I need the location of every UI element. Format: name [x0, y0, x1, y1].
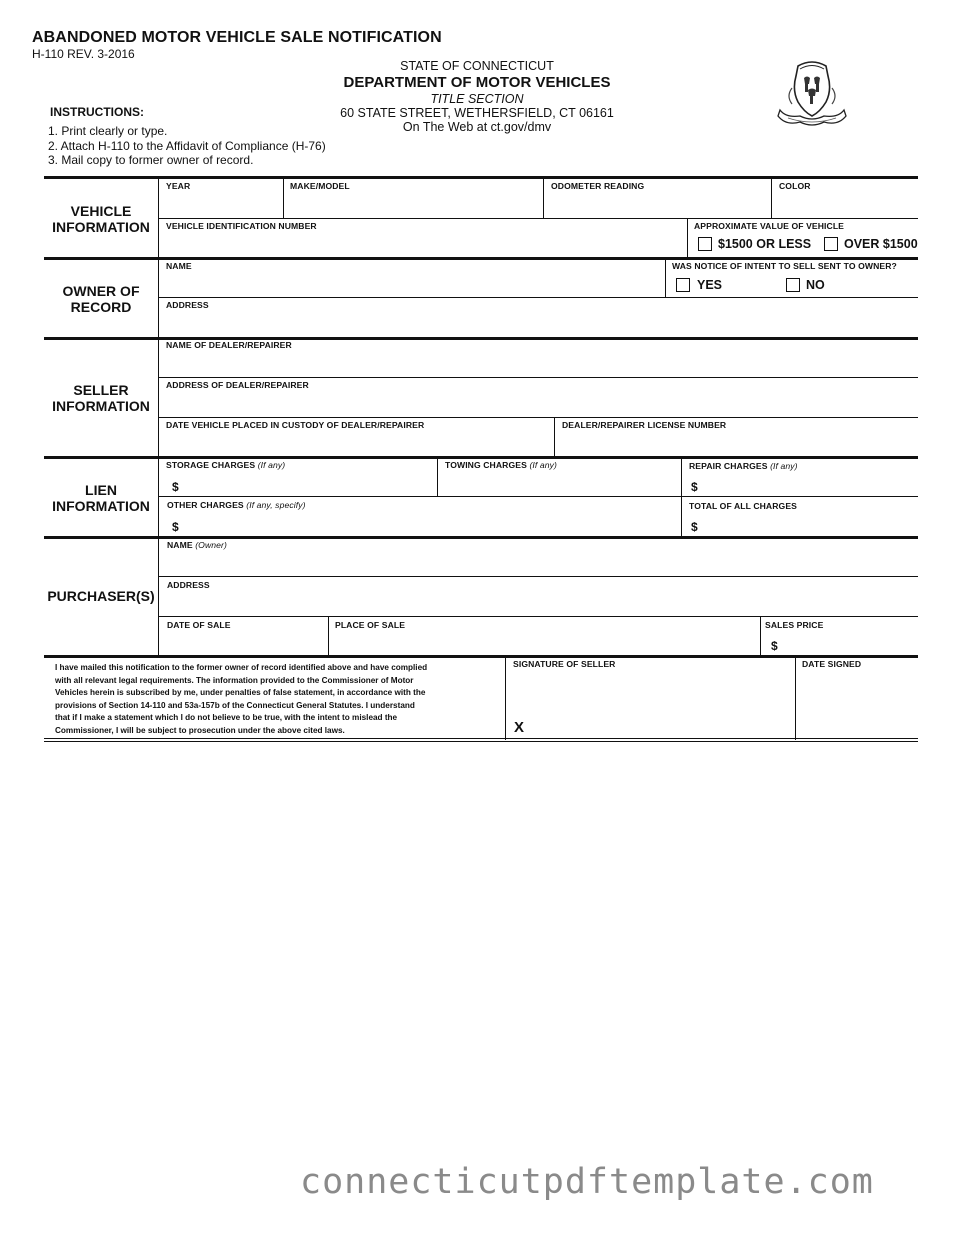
- certification-statement: [55, 662, 495, 738]
- field-storage-label: [166, 460, 285, 470]
- section-owner-label: [44, 283, 158, 315]
- field-vin-label: VEHICLE IDENTIFICATION NUMBER: [166, 221, 317, 231]
- row-divider: [158, 218, 918, 219]
- section-divider: [44, 456, 918, 459]
- field-purchaser-address-label: ADDRESS: [167, 580, 210, 590]
- value-1500-or-less-checkbox[interactable]: [698, 237, 712, 251]
- currency-symbol: $: [771, 639, 778, 653]
- site-watermark: connecticutpdftemplate.com: [300, 1162, 874, 1202]
- column-divider: [687, 218, 688, 258]
- section-purchaser-label: PURCHASER(S): [47, 588, 155, 604]
- value-option-label: $1500 OR LESS: [718, 237, 812, 251]
- field-note: (If any, specify): [246, 500, 306, 510]
- field-total-label: TOTAL OF ALL CHARGES: [689, 501, 797, 511]
- field-purchaser-name-text: NAME: [167, 540, 193, 550]
- field-purchaser-name-label: [167, 540, 227, 550]
- section-label-line: LIEN: [85, 482, 117, 498]
- agency-web: On The Web at ct.gov/dmv: [402, 120, 552, 134]
- value-over-1500-checkbox[interactable]: [824, 237, 838, 251]
- column-divider: [681, 457, 682, 537]
- column-divider: [505, 656, 506, 740]
- field-year-label: YEAR: [166, 181, 191, 191]
- currency-symbol: $: [691, 480, 698, 494]
- column-divider: [554, 417, 555, 457]
- section-vehicle-label: [44, 203, 158, 235]
- field-other-text: OTHER CHARGES: [167, 500, 244, 510]
- currency-symbol: $: [172, 520, 179, 534]
- connecticut-state-seal-icon: [770, 58, 854, 130]
- section-label-line: INFORMATION: [52, 498, 150, 514]
- field-notice-label: WAS NOTICE OF INTENT TO SELL SENT TO OWNER?: [672, 261, 897, 271]
- section-divider: [44, 176, 918, 179]
- instruction-item: 1. Print clearly or type.: [48, 124, 168, 138]
- field-towing-label: [445, 460, 557, 470]
- column-divider: [665, 258, 666, 298]
- row-divider: [158, 496, 918, 497]
- section-label-line: OWNER OF: [62, 283, 140, 299]
- value-option-label: OVER $1500: [844, 237, 918, 251]
- section-label-line: VEHICLE: [70, 203, 132, 219]
- field-owner-name-label: NAME: [166, 261, 192, 271]
- certification-line: Commissioner, I will be subject to prosecution under the above cited laws.: [55, 725, 345, 735]
- section-divider: [44, 536, 918, 539]
- row-divider: [158, 616, 918, 617]
- field-place-of-sale-label: PLACE OF SALE: [335, 620, 406, 630]
- certification-line: I have mailed this notification to the former owner of record identified above and have complied: [55, 663, 428, 672]
- field-other-label: [167, 500, 306, 510]
- agency-address: 60 STATE STREET, WETHERSFIELD, CT 06161: [340, 106, 614, 120]
- section-label-line: INFORMATION: [52, 398, 150, 414]
- section-divider: [44, 655, 918, 658]
- field-custody-date-label: DATE VEHICLE PLACED IN CUSTODY OF DEALER/REPAIRER: [166, 420, 425, 430]
- notice-no-checkbox[interactable]: [786, 278, 800, 292]
- field-towing-text: TOWING CHARGES: [445, 460, 527, 470]
- field-note: (Owner): [195, 540, 227, 550]
- signature-mark: X: [514, 719, 525, 736]
- field-license-number-label: DEALER/REPAIRER LICENSE NUMBER: [562, 420, 727, 430]
- field-sales-price-label: SALES PRICE: [765, 620, 824, 630]
- column-divider: [760, 616, 761, 657]
- instruction-item: 2. Attach H-110 to the Affidavit of Compliance (H-76): [48, 139, 326, 153]
- column-divider: [437, 457, 438, 497]
- instructions-title: INSTRUCTIONS:: [50, 105, 144, 119]
- column-divider: [543, 177, 544, 219]
- form-title: ABANDONED MOTOR VEHICLE SALE NOTIFICATION: [32, 29, 442, 46]
- column-divider: [328, 616, 329, 657]
- row-divider: [158, 417, 918, 418]
- field-make-model-label: MAKE/MODEL: [290, 181, 350, 191]
- form-number: H-110 REV. 3-2016: [32, 47, 135, 61]
- section-divider: [44, 257, 918, 260]
- field-note: (If any): [770, 461, 798, 471]
- currency-symbol: $: [691, 520, 698, 534]
- column-divider: [795, 656, 796, 740]
- field-storage-text: STORAGE CHARGES: [166, 460, 256, 470]
- notice-option-label: YES: [697, 278, 723, 292]
- column-divider: [771, 177, 772, 219]
- field-date-of-sale-label: DATE OF SALE: [167, 620, 231, 630]
- certification-line: that if I make a statement which I do not believe to be true, with the intent to mislead the: [55, 713, 398, 723]
- row-divider: [158, 576, 918, 577]
- row-divider: [158, 377, 918, 378]
- field-note: (If any): [257, 460, 286, 470]
- field-repair-label: [689, 461, 798, 471]
- section-divider: [44, 741, 918, 742]
- section-label-line: RECORD: [70, 299, 132, 315]
- row-divider: [158, 297, 918, 298]
- agency-department: DEPARTMENT OF MOTOR VEHICLES: [343, 74, 611, 91]
- field-owner-address-label: ADDRESS: [166, 300, 209, 310]
- agency-section: TITLE SECTION: [430, 92, 524, 106]
- field-repair-text: REPAIR CHARGES: [689, 461, 768, 471]
- field-date-signed-label: DATE SIGNED: [802, 659, 862, 669]
- field-color-label: COLOR: [779, 181, 811, 191]
- notice-yes-checkbox[interactable]: [676, 278, 690, 292]
- agency-state: STATE OF CONNECTICUT: [400, 59, 554, 73]
- field-note: (If any): [529, 460, 557, 470]
- section-divider: [44, 738, 918, 739]
- instruction-item: 3. Mail copy to former owner of record.: [48, 153, 254, 167]
- section-lien-label: [44, 482, 158, 514]
- column-divider: [283, 177, 284, 219]
- notice-option-label: NO: [806, 278, 825, 292]
- field-signature-label: SIGNATURE OF SELLER: [513, 659, 616, 669]
- section-label-line: INFORMATION: [52, 219, 150, 235]
- section-seller-label: [44, 382, 158, 414]
- certification-line: with all relevant legal requirements. The information provided to the Commissioner of Motor: [55, 675, 414, 685]
- field-dealer-address-label: ADDRESS OF DEALER/REPAIRER: [166, 380, 309, 390]
- field-odometer-label: ODOMETER READING: [551, 181, 645, 191]
- field-approx-value-label: APPROXIMATE VALUE OF VEHICLE: [694, 221, 845, 231]
- agency-block: [320, 59, 634, 135]
- currency-symbol: $: [172, 480, 179, 494]
- certification-line: provisions of Section 14-110 and 53a-157b of the Connecticut General Statutes. I understand: [55, 700, 415, 710]
- column-divider: [158, 177, 159, 657]
- field-dealer-name-label: NAME OF DEALER/REPAIRER: [166, 340, 292, 350]
- certification-line: Vehicles herein is subscribed by me, under penalties of false statement, in accordance with the: [55, 688, 426, 698]
- section-label-line: SELLER: [73, 382, 129, 398]
